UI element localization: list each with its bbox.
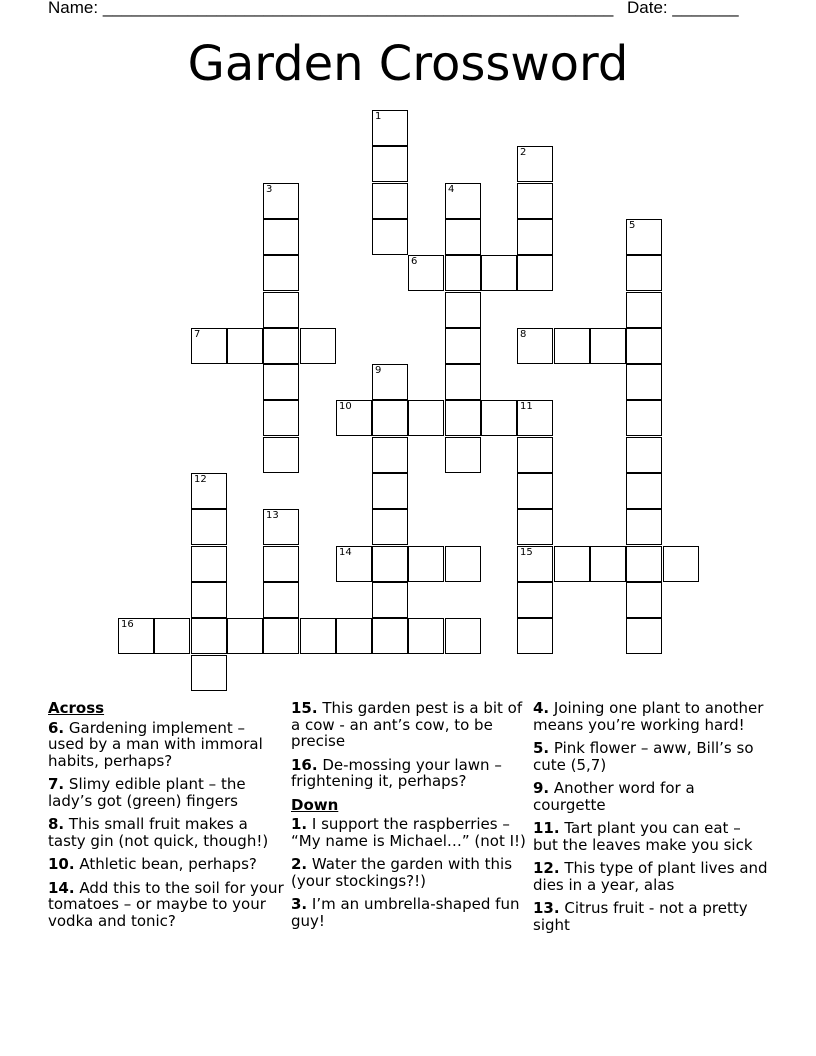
grid-cell[interactable]: [227, 618, 263, 654]
cell-number: 4: [448, 184, 455, 195]
grid-cell[interactable]: [263, 364, 299, 400]
clue-number: 4.: [533, 699, 550, 717]
grid-cell[interactable]: [372, 509, 408, 545]
down-clue: [533, 700, 769, 733]
clue-text: This small fruit makes a tasty gin (not quick, though!): [48, 815, 269, 850]
grid-cell[interactable]: [445, 183, 481, 219]
grid-cell[interactable]: [263, 437, 299, 473]
grid-cell[interactable]: [408, 400, 444, 436]
grid-cell[interactable]: [408, 255, 444, 291]
grid-cell[interactable]: [481, 255, 517, 291]
grid-cell[interactable]: [191, 473, 227, 509]
across-clue: [48, 816, 284, 849]
grid-cell[interactable]: [517, 183, 553, 219]
clue-number: 1.: [291, 815, 308, 833]
grid-cell[interactable]: [263, 618, 299, 654]
across-clue: [48, 720, 284, 770]
grid-cell[interactable]: [263, 255, 299, 291]
grid-cell[interactable]: [517, 400, 553, 436]
grid-cell[interactable]: [445, 437, 481, 473]
grid-cell[interactable]: [445, 328, 481, 364]
clue-number: 11.: [533, 819, 560, 837]
cell-number: 9: [375, 365, 382, 376]
cell-number: 2: [520, 147, 527, 158]
grid-cell[interactable]: [626, 618, 662, 654]
down-clue: [533, 780, 769, 813]
clue-text: This type of plant lives and dies in a year, alas: [533, 859, 768, 894]
grid-cell[interactable]: [445, 546, 481, 582]
cell-number: 6: [411, 256, 418, 267]
clue-text: Joining one plant to another means you’re working hard!: [533, 699, 764, 734]
grid-cell[interactable]: [626, 473, 662, 509]
grid-cell[interactable]: [626, 219, 662, 255]
clue-number: 6.: [48, 718, 65, 737]
across-clue: [48, 776, 284, 809]
grid-cell[interactable]: [445, 255, 481, 291]
grid-cell[interactable]: [626, 255, 662, 291]
grid-cell[interactable]: [336, 400, 372, 436]
clue-number: 9.: [533, 779, 550, 797]
grid-cell[interactable]: [408, 546, 444, 582]
down-clue: [291, 856, 527, 889]
clues-column-2: [291, 700, 527, 936]
cell-number: 10: [339, 401, 352, 412]
grid-cell[interactable]: [626, 328, 662, 364]
grid-cell[interactable]: [481, 400, 517, 436]
name-line[interactable]: ______________________________________________________: [102, 0, 614, 17]
clue-text: Gardening implement – used by a man with immoral habits, perhaps?: [48, 718, 263, 770]
grid-cell[interactable]: [300, 618, 336, 654]
clue-number: 8.: [48, 815, 65, 833]
grid-cell[interactable]: [626, 437, 662, 473]
grid-cell[interactable]: [372, 219, 408, 255]
cell-number: 7: [194, 329, 201, 340]
clue-text: Tart plant you can eat – but the leaves make you sick: [533, 819, 753, 854]
grid-cell[interactable]: [372, 183, 408, 219]
cell-number: 8: [520, 329, 527, 340]
grid-cell[interactable]: [663, 546, 699, 582]
grid-cell[interactable]: [263, 582, 299, 618]
cell-number: 13: [266, 510, 279, 521]
down-heading: Down: [291, 795, 339, 814]
grid-cell[interactable]: [372, 618, 408, 654]
grid-cell[interactable]: [445, 400, 481, 436]
clue-text: Slimy edible plant – the lady’s got (green) fingers: [48, 775, 246, 810]
grid-cell[interactable]: [263, 328, 299, 364]
clue-text: Citrus fruit - not a pretty sight: [533, 899, 748, 934]
cell-number: 1: [375, 111, 382, 122]
down-clue: [533, 740, 769, 773]
grid-cell[interactable]: [154, 618, 190, 654]
grid-cell[interactable]: [445, 292, 481, 328]
grid-cell[interactable]: [408, 618, 444, 654]
clue-number: 13.: [533, 899, 560, 917]
across-clue: [48, 856, 284, 873]
clues-column-3: [533, 700, 769, 940]
grid-cell[interactable]: [372, 546, 408, 582]
grid-cell[interactable]: [191, 655, 227, 691]
page-title: Garden Crossword: [187, 36, 629, 92]
grid-cell[interactable]: [300, 328, 336, 364]
clues-column-1: [48, 700, 284, 936]
cell-number: 15: [520, 547, 533, 558]
grid-cell[interactable]: [372, 364, 408, 400]
grid-cell[interactable]: [227, 328, 263, 364]
grid-cell[interactable]: [517, 546, 553, 582]
grid-cell[interactable]: [445, 364, 481, 400]
cell-number: 11: [520, 401, 533, 412]
clue-text: De-mossing your lawn – frightening it, perhaps?: [291, 755, 502, 790]
grid-cell[interactable]: [263, 219, 299, 255]
grid-cell[interactable]: [336, 546, 372, 582]
grid-cell[interactable]: [517, 219, 553, 255]
down-clue: [291, 816, 527, 849]
grid-cell[interactable]: [191, 618, 227, 654]
grid-cell[interactable]: [517, 328, 553, 364]
across-heading: Across: [48, 699, 105, 717]
clue-text: Another word for a courgette: [533, 779, 695, 814]
clue-number: 16.: [291, 755, 318, 774]
clue-number: 2.: [291, 855, 308, 873]
grid-cell[interactable]: [263, 183, 299, 219]
cell-number: 5: [629, 220, 636, 231]
grid-cell[interactable]: [626, 364, 662, 400]
grid-cell[interactable]: [372, 110, 408, 146]
grid-cell[interactable]: [554, 546, 590, 582]
grid-cell[interactable]: [263, 400, 299, 436]
clue-text: I’m an umbrella-shaped fun guy!: [291, 895, 520, 930]
grid-cell[interactable]: [372, 146, 408, 182]
cell-number: 12: [194, 474, 207, 485]
grid-cell[interactable]: [517, 146, 553, 182]
grid-cell[interactable]: [517, 255, 553, 291]
grid-cell[interactable]: [626, 400, 662, 436]
down-clue: [291, 896, 527, 929]
clue-text: Pink flower – aww, Bill’s so cute (5,7): [533, 739, 754, 774]
grid-cell[interactable]: [191, 328, 227, 364]
grid-cell[interactable]: [517, 509, 553, 545]
grid-cell[interactable]: [517, 437, 553, 473]
cell-number: 3: [266, 184, 273, 195]
grid-cell[interactable]: [590, 328, 626, 364]
down-clue: [533, 860, 769, 893]
grid-cell[interactable]: [626, 582, 662, 618]
name-label: Name:: [48, 0, 99, 17]
grid-cell[interactable]: [517, 582, 553, 618]
grid-cell[interactable]: [517, 618, 553, 654]
clue-number: 7.: [48, 775, 65, 793]
clue-text: This garden pest is a bit of a cow - an ant’s cow, to be precise: [291, 699, 523, 750]
across-clue: [48, 880, 284, 930]
cell-number: 16: [121, 619, 134, 630]
across-clue: [291, 700, 527, 750]
grid-cell[interactable]: [372, 582, 408, 618]
grid-cell[interactable]: [263, 546, 299, 582]
clue-text: Water the garden with this (your stockings?!): [291, 855, 513, 890]
clue-number: 3.: [291, 895, 308, 913]
clue-number: 10.: [48, 855, 75, 873]
grid-cell[interactable]: [445, 618, 481, 654]
grid-cell[interactable]: [372, 473, 408, 509]
clue-number: 14.: [48, 878, 75, 897]
grid-cell[interactable]: [336, 618, 372, 654]
grid-cell[interactable]: [554, 328, 590, 364]
date-label: Date:: [627, 0, 668, 17]
grid-cell[interactable]: [626, 546, 662, 582]
clue-text: Athletic bean, perhaps?: [79, 855, 257, 873]
clue-text: I support the raspberries – “My name is Michael…” (not I!): [291, 815, 526, 850]
grid-cell[interactable]: [626, 509, 662, 545]
down-clue: [533, 900, 769, 933]
grid-cell[interactable]: [590, 546, 626, 582]
grid-cell[interactable]: [263, 509, 299, 545]
date-line[interactable]: _______: [672, 0, 739, 17]
grid-cell[interactable]: [517, 473, 553, 509]
cell-number: 14: [339, 547, 352, 558]
grid-cell[interactable]: [118, 618, 154, 654]
grid-cell[interactable]: [445, 219, 481, 255]
grid-cell[interactable]: [191, 546, 227, 582]
clue-number: 15.: [291, 699, 318, 717]
across-clue: [291, 757, 527, 790]
clue-text: Add this to the soil for your tomatoes – or maybe to your vodka and tonic?: [48, 878, 284, 930]
grid-cell[interactable]: [191, 582, 227, 618]
grid-cell[interactable]: [263, 292, 299, 328]
grid-cell[interactable]: [372, 400, 408, 436]
grid-cell[interactable]: [372, 437, 408, 473]
down-clue: [533, 820, 769, 853]
clue-number: 12.: [533, 859, 560, 877]
grid-cell[interactable]: [191, 509, 227, 545]
grid-cell[interactable]: [626, 292, 662, 328]
clue-number: 5.: [533, 739, 550, 757]
